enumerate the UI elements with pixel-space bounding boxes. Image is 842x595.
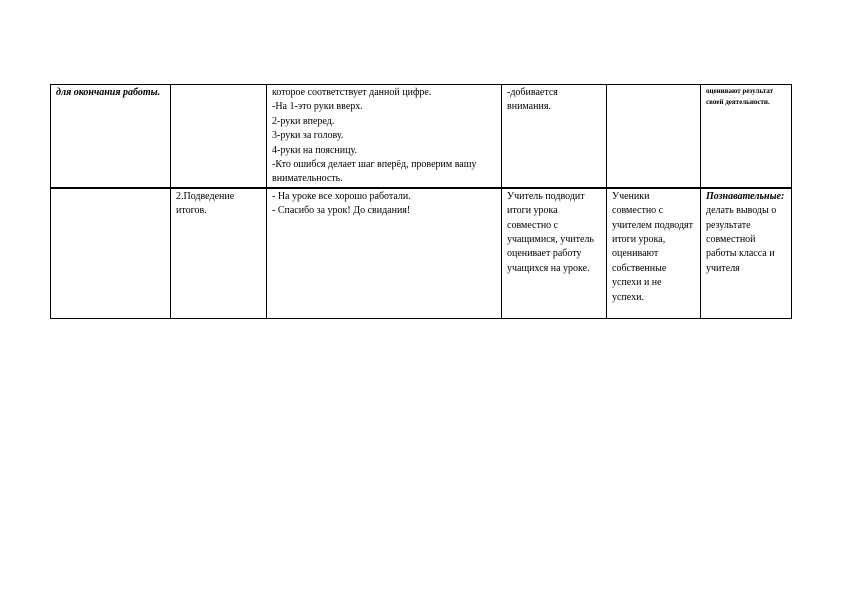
outcomes-text: делать выводы о результате совместной работы класса и учителя [706,205,777,274]
stage-goal-cell [51,188,171,319]
speech-line: 2-руки вперед. [272,115,335,127]
outcomes-text: оценивают результат своей деятельности. [706,87,774,106]
speech-line: -На 1-это руки вверх. [272,101,363,113]
stage-name-cell [171,85,267,188]
teacher-activity-text: Учитель подводит итоги урока совместно с учащимися, учитель оценивает работу учащихся на уроке. [507,190,594,274]
speech-line: - На уроке все хорошо работали. [272,190,411,202]
speech-line: которое соответствует данной цифре. [272,87,432,98]
speech-line: 3-руки за голову. [272,130,344,142]
speech-line: 4-руки на поясницу. [272,144,357,156]
stage-goal-text: для окончания работы. [56,87,161,98]
teacher-speech-cell [267,85,502,188]
stage-goal-cell [51,85,171,188]
teacher-activity-text: -добивается внимания. [507,87,558,113]
teacher-activity-cell [502,188,607,319]
speech-line: - Спасибо за урок! До свидания! [272,205,411,217]
speech-line: -Кто ошибся делает шаг вперёд, проверим вашу внимательность. [272,159,477,185]
student-activity-text: Ученики совместно с учителем подводят итоги урока, оценивают собственные успехи и не успехи. [612,190,694,303]
stage-name-text: 2.Подведение итогов. [176,190,235,217]
outcomes-cell [701,188,792,319]
table-row [51,85,792,188]
outcomes-heading: Познавательные: [706,190,785,202]
table-row [51,188,792,319]
student-activity-cell [607,188,701,319]
teacher-speech-cell [267,188,502,319]
lesson-plan-table [50,84,792,319]
stage-name-cell [171,188,267,319]
outcomes-cell [701,85,792,188]
teacher-activity-cell [502,85,607,188]
student-activity-cell [607,85,701,188]
